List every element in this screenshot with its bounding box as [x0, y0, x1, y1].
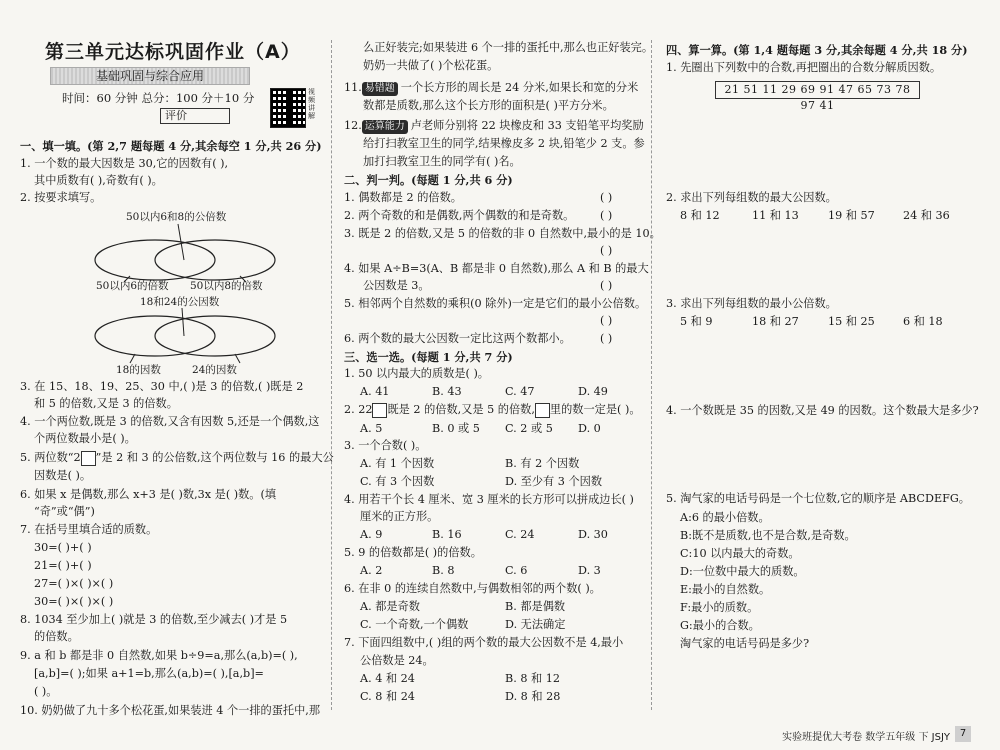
calc-5-clue: G:最小的合数。: [680, 619, 760, 632]
q10-line-a: 10. 奶奶做了九十多个松花蛋,如果装进 4 个一排的蛋托中,那: [20, 704, 321, 717]
digit-box[interactable]: [535, 403, 550, 418]
q5-line-a: 5. 两位数“2 ”是 2 和 3 的公倍数,这个两位数与 16 的最大公: [20, 451, 334, 464]
judge-3: 3. 既是 2 的倍数,又是 5 的倍数的非 0 自然数中,最小的是 10。: [344, 227, 661, 240]
calc-5-clue: F:最小的质数。: [680, 601, 759, 614]
calc-2-set: 11 和 13: [752, 209, 799, 222]
venn2-right-label: 24的因数: [192, 364, 237, 376]
venn2-left-label: 18的因数: [116, 364, 161, 376]
judge-2: 2. 两个奇数的和是偶数,两个偶数的和是奇数。: [344, 209, 575, 222]
calc-3-set: 18 和 27: [752, 315, 799, 328]
q9-line-a: 9. a 和 b 都是非 0 自然数,如果 b÷9=a,那么(a,b)=( ),: [20, 649, 298, 662]
choice-7-b: 公倍数是 24。: [360, 654, 434, 667]
q1-line-a: 1. 一个数的最大因数是 30,它的因数有( ),: [20, 157, 229, 170]
judge-5: 5. 相邻两个自然数的乘积(0 除外)一定是它们的最小公倍数。: [344, 297, 647, 310]
q12-line-b: 给打扫教室卫生的同学,结果橡皮多 2 块,铅笔少 2 支。参: [363, 137, 645, 150]
choice-2: 2. 22 既是 2 的倍数,又是 5 的倍数, 里的数一定是( )。: [344, 403, 641, 416]
page-number: 7: [955, 726, 971, 742]
choice-6-opt-b[interactable]: B. 都是偶数: [505, 600, 566, 613]
q7-row: 30=( )+( ): [34, 541, 92, 554]
section-4-heading: 四、算一算。(第 1,4 题每题 3 分,其余每题 4 分,共 18 分): [666, 43, 968, 57]
q8-line-b: 的倍数。: [34, 630, 79, 643]
venn2-pointer: [182, 308, 184, 336]
calc-2-set: 8 和 12: [680, 209, 720, 222]
calc-5-clue: D:一位数中最大的质数。: [680, 565, 805, 578]
choice-5: 5. 9 的倍数都是( )的倍数。: [344, 546, 482, 559]
choice-5-opt-d[interactable]: D. 3: [578, 564, 601, 577]
q10-line-b: 么正好装完;如果装进 6 个一排的蛋托中,那么也正好装完。: [363, 41, 654, 54]
choice-3-opt-b[interactable]: B. 有 2 个因数: [505, 457, 580, 470]
digit-box[interactable]: [81, 451, 96, 466]
judge-4-answer[interactable]: ( ): [600, 279, 613, 292]
q11-tag: 易错题: [362, 82, 398, 96]
calc-5-clue: A:6 的最小倍数。: [680, 511, 770, 524]
choice-7-a: 7. 下面四组数中,( )组的两个数的最大公因数不是 4,最小: [344, 636, 624, 649]
section-2-heading: 二、判一判。(每题 1 分,共 6 分): [344, 173, 513, 187]
choice-1-opt-c[interactable]: C. 47: [505, 385, 535, 398]
calc-5-clue: B:既不是质数,也不是合数,是奇数。: [680, 529, 856, 542]
venn2-top-label: 18和24的公因数: [140, 296, 220, 308]
calc-1: 1. 先圈出下列数中的合数,再把圈出的合数分解质因数。: [666, 61, 942, 74]
calc-5: 5. 淘气家的电话号码是一个七位数,它的顺序是 ABCDEFG。: [666, 492, 970, 505]
judge-6-answer[interactable]: ( ): [600, 332, 613, 345]
venn1-right-label: 50以内8的倍数: [190, 280, 263, 292]
q6-line-b: “奇”或“偶”): [34, 505, 95, 518]
q4-line-b: 个两位数最小是( )。: [34, 432, 136, 445]
judge-1: 1. 偶数都是 2 的倍数。: [344, 191, 462, 204]
choice-1-opt-a[interactable]: A. 41: [360, 385, 390, 398]
judge-3-answer[interactable]: ( ): [600, 244, 613, 257]
venn-diagram-2: [80, 306, 290, 366]
choice-4-opt-a[interactable]: A. 9: [360, 528, 383, 541]
q2-line: 2. 按要求填写。: [20, 191, 102, 204]
q4-line-a: 4. 一个两位数,既是 3 的倍数,又含有因数 5,还是一个偶数,这: [20, 415, 320, 428]
choice-7-opt-a[interactable]: A. 4 和 24: [360, 672, 415, 685]
qr-code-icon[interactable]: [270, 88, 306, 128]
venn1-top-label: 50以内6和8的公倍数: [126, 211, 227, 223]
calc-3-set: 5 和 9: [680, 315, 713, 328]
calc-5-clue: C:10 以内最大的奇数。: [680, 547, 800, 560]
column-divider: [331, 40, 332, 710]
choice-2-opt-a[interactable]: A. 5: [360, 422, 383, 435]
digit-box[interactable]: [372, 403, 387, 418]
calc-5-question: 淘气家的电话号码是多少?: [680, 637, 810, 650]
judge-4-a: 4. 如果 A÷B=3(A、B 都是非 0 自然数),那么 A 和 B 的最大: [344, 262, 649, 275]
choice-3: 3. 一个合数( )。: [344, 439, 427, 452]
calc-2: 2. 求出下列每组数的最大公因数。: [666, 191, 837, 204]
choice-1-opt-d[interactable]: D. 49: [578, 385, 608, 398]
q7-row: 27=( )×( )×( ): [34, 577, 114, 590]
q3-line-b: 和 5 的倍数,又是 3 的倍数。: [34, 397, 178, 410]
choice-4-a: 4. 用若干个长 4 厘米、宽 3 厘米的长方形可以拼成边长( ): [344, 493, 634, 506]
q7-row: 30=( )×( )×( ): [34, 595, 114, 608]
subtitle-banner: 基础巩固与综合应用: [50, 67, 250, 85]
choice-7-opt-d[interactable]: D. 8 和 28: [505, 690, 561, 703]
q3-line-a: 3. 在 15、18、19、25、30 中,( )是 3 的倍数,( )既是 2: [20, 380, 304, 393]
choice-2-opt-b[interactable]: B. 0 或 5: [432, 422, 480, 435]
q9-line-c: ( )。: [34, 685, 58, 698]
q7-line: 7. 在括号里填合适的质数。: [20, 523, 158, 536]
judge-1-answer[interactable]: ( ): [600, 191, 613, 204]
choice-6: 6. 在非 0 的连续自然数中,与偶数相邻的两个数( )。: [344, 582, 601, 595]
q11-line-a: 11. 易错题 一个长方形的周长是 24 分米,如果长和宽的分米: [344, 81, 639, 94]
column-divider: [651, 40, 652, 710]
choice-2-opt-c[interactable]: C. 2 或 5: [505, 422, 553, 435]
judge-6: 6. 两个数的最大公因数一定比这两个数都小。: [344, 332, 571, 345]
q12-line-a: 12. 运算能力 卢老师分别将 22 块橡皮和 33 支铅笔平均奖励: [344, 119, 644, 132]
choice-4-opt-c[interactable]: C. 24: [505, 528, 535, 541]
page-title: 第三单元达标巩固作业（A）: [45, 41, 301, 63]
choice-5-opt-b[interactable]: B. 8: [432, 564, 455, 577]
choice-5-opt-c[interactable]: C. 6: [505, 564, 528, 577]
time-score-line: 时间：60 分钟 总分：100 分＋10 分: [62, 91, 255, 105]
q6-line-a: 6. 如果 x 是偶数,那么 x+3 是( )数,3x 是( )数。(填: [20, 488, 277, 501]
judge-2-answer[interactable]: ( ): [600, 209, 613, 222]
calc-4: 4. 一个数既是 35 的因数,又是 49 的因数。这个数最大是多少?: [666, 404, 979, 417]
section-1-heading: 一、填一填。(第 2,7 题每题 4 分,其余每空 1 分,共 26 分): [20, 139, 322, 153]
choice-4-opt-b[interactable]: B. 16: [432, 528, 462, 541]
choice-3-opt-d[interactable]: D. 至少有 3 个因数: [505, 475, 603, 488]
evaluation-box: 评价: [160, 108, 230, 124]
choice-6-opt-d[interactable]: D. 无法确定: [505, 618, 566, 631]
venn1-left-label: 50以内6的倍数: [96, 280, 169, 292]
number-list-box: 21 51 11 29 69 91 47 65 73 78 97 41: [715, 81, 920, 99]
q5-line-b: 因数是( )。: [34, 469, 92, 482]
choice-5-opt-a[interactable]: A. 2: [360, 564, 383, 577]
choice-2-opt-d[interactable]: D. 0: [578, 422, 601, 435]
calc-2-set: 24 和 36: [903, 209, 950, 222]
choice-4-opt-d[interactable]: D. 30: [578, 528, 608, 541]
choice-3-opt-a[interactable]: A. 有 1 个因数: [360, 457, 435, 470]
choice-7-opt-b[interactable]: B. 8 和 12: [505, 672, 560, 685]
calc-5-clue: E:最小的自然数。: [680, 583, 771, 596]
calc-2-set: 19 和 57: [828, 209, 875, 222]
q12-line-c: 加打扫教室卫生的同学有( )名。: [363, 155, 521, 168]
choice-1-opt-b[interactable]: B. 43: [432, 385, 462, 398]
choice-4-b: 厘米的正方形。: [360, 510, 439, 523]
q1-line-b: 其中质数有( ),奇数有( )。: [34, 174, 163, 187]
q9-line-b: [a,b]=( );如果 a+1=b,那么(a,b)=( ),[a,b]=: [34, 667, 264, 680]
qr-caption: 视频讲解: [308, 88, 315, 120]
calc-3: 3. 求出下列每组数的最小公倍数。: [666, 297, 837, 310]
venn-diagram-1: [80, 222, 290, 282]
choice-1: 1. 50 以内最大的质数是( )。: [344, 367, 489, 380]
choice-3-opt-c[interactable]: C. 有 3 个因数: [360, 475, 435, 488]
footer-text: 实验班提优大考卷 数学五年级 下 JSJY: [782, 732, 950, 743]
judge-5-answer[interactable]: ( ): [600, 314, 613, 327]
judge-4-b: 公因数是 3。: [363, 279, 430, 292]
choice-6-opt-a[interactable]: A. 都是奇数: [360, 600, 420, 613]
choice-6-opt-c[interactable]: C. 一个奇数,一个偶数: [360, 618, 469, 631]
q11-line-b: 数都是质数,那么这个长方形的面积是( )平方分米。: [363, 99, 614, 112]
q12-tag: 运算能力: [362, 120, 408, 134]
calc-3-set: 15 和 25: [828, 315, 875, 328]
calc-3-set: 6 和 18: [903, 315, 943, 328]
section-3-heading: 三、选一选。(每题 1 分,共 7 分): [344, 350, 513, 364]
q7-row: 21=( )+( ): [34, 559, 92, 572]
q8-line-a: 8. 1034 至少加上( )就是 3 的倍数,至少减去( )才是 5: [20, 613, 288, 626]
choice-7-opt-c[interactable]: C. 8 和 24: [360, 690, 415, 703]
q10-line-c: 奶奶一共做了( )个松花蛋。: [363, 59, 499, 72]
